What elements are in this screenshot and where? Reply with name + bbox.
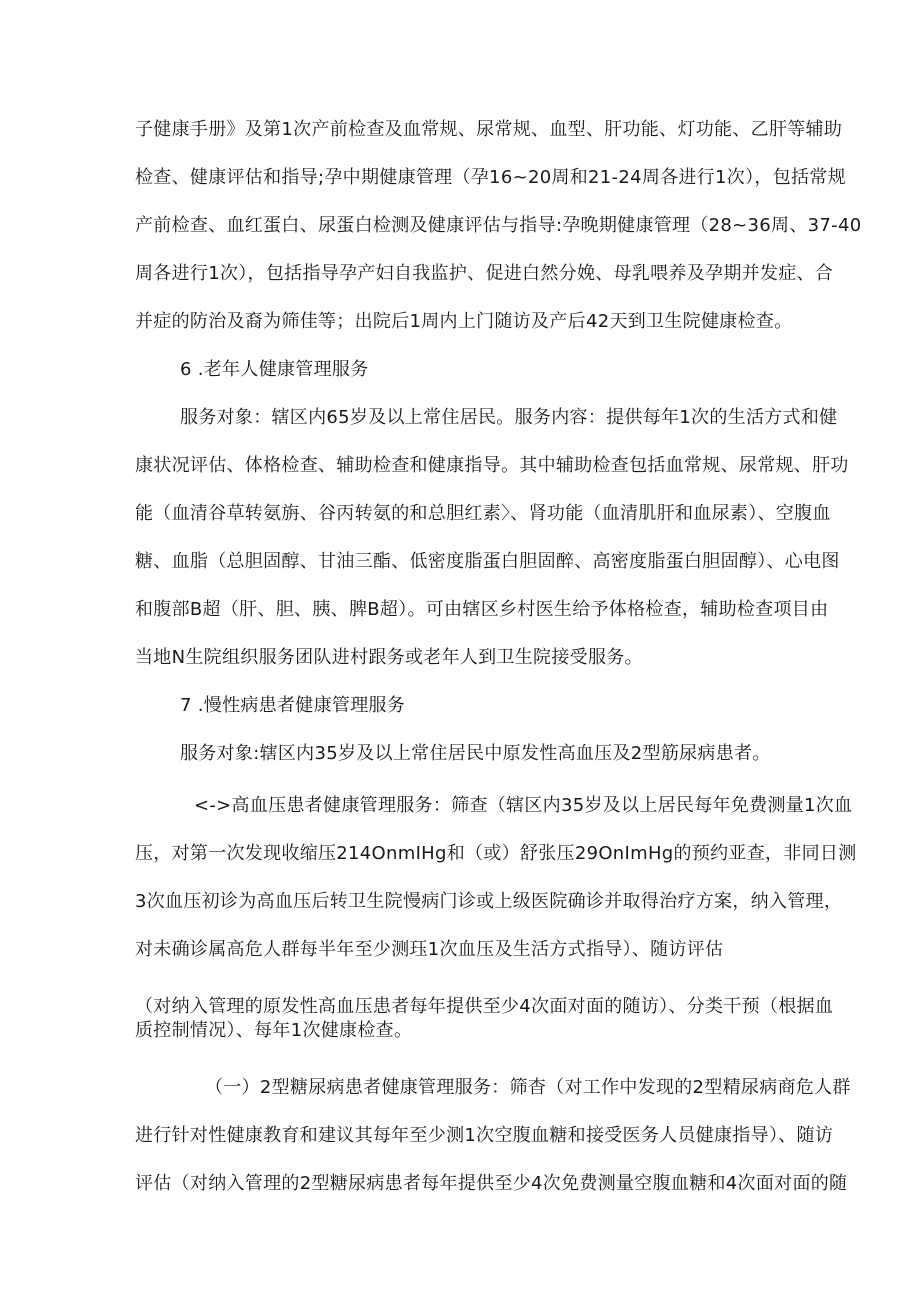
paragraph-line: 评估（对纳入管理的2型糖尿病患者每年提供至少4次免费测量空腹血糖和4次面对面的随 [135,1173,848,1194]
paragraph-line: 并症的防治及裔为筛佳等；出院后1周内上门随访及产后42天到卫生院健康检查。 [135,311,793,332]
section-heading-chronic: 7 .慢性病患者健康管理服务 [180,695,406,716]
paragraph-line: 和腹部B超（肝、胆、胰、脾B超）。可由辖区乡村医生给予体格检查，辅助检查项目由 [135,599,829,620]
paragraph-line: 周各进行1次），包括指导孕产妇自我监护、促进白然分娩、母乳喂养及孕期并发症、合 [135,263,834,284]
paragraph-line: <->高血压患者健康管理服务：筛查（辖区内35岁及以上居民每年免费测量1次血 [194,795,853,816]
paragraph-line: 能（血清谷草转氨旃、谷丙转氨的和总胆红素〉、肾功能（血清肌肝和血尿素）、空腹血 [135,503,831,524]
paragraph-line: 进行针对性健康教育和建议其每年至少测1次空腹血糖和接受医务人员健康指导）、随访 [135,1125,834,1146]
paragraph-chronic-target: 服务对象:辖区内35岁及以上常住居民中原发性高血压及2型筋尿病患者。 [180,743,771,764]
paragraph-line: 压，对第一次发现收缩压214OnmIHg和（或）舒张压29OnImHg的预约亚查，非同日测 [135,843,857,864]
paragraph-line: 服务对象：辖区内65岁及以上常住居民。服务内容：提供每年1次的生活方式和健 [180,407,838,428]
paragraph-line: 糖、血脂（总胆固醇、甘油三酯、低密度脂蛋白胆固醉、高密度脂蛋白胆固醇）、心电图 [135,551,840,572]
paragraph-line: 3次血压初诊为高血压后转卫生院慢病门诊或上级医院确诊并取得治疗方案，纳入管理， [135,891,843,912]
paragraph-line: 检查、健康评估和指导;孕中期健康管理（孕16~20周和21-24周各进行1次），包括常规 [135,167,846,188]
paragraph-line: 康状况评估、体格检查、辅助检查和健康指导。其中辅助检查包括血常规、尿常规、肝功 [135,455,849,476]
paragraph-line: 产前检查、血红蛋白、尿蛋白检测及健康评估与指导:孕晚期健康管理（28~36周、37-40 [135,215,862,236]
paragraph-line: 对未确诊属高危人群每半年至少测珏1次血压及生活方式指导）、随访评估 [135,939,724,960]
paragraph-line: 质控制情况）、每年1次健康检查。 [135,1020,413,1041]
paragraph-line: （对纳入管理的原发性高血压患者每年提供至少4次面对面的随访）、分类干预（根据血 [135,996,834,1017]
paragraph-line: （一）2型糖尿病患者健康管理服务：筛杳（对工作中发现的2型精尿病商危人群 [205,1077,851,1098]
paragraph-line: 子健康手册》及第1次产前检查及血常规、尿常规、血型、肝功能、灯功能、乙肝等辅助 [135,119,843,140]
paragraph-line: 当地N生院组织服务团队进村跟务或老年人到卫生院接受服务。 [135,647,643,668]
section-heading-elderly: 6 .老年人健康管理服务 [180,359,369,380]
